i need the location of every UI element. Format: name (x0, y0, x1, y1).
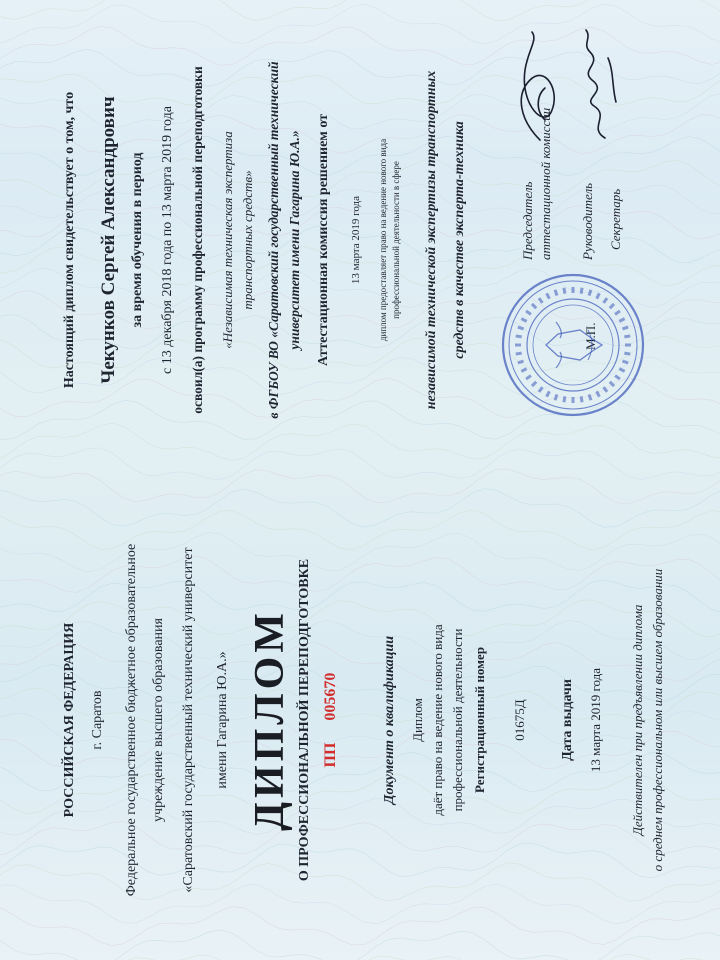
rights-line-1: даёт право на ведение нового вида (430, 624, 445, 816)
city: г. Саратов (90, 690, 105, 750)
handwritten-signatures (490, 20, 640, 150)
intro-statement: Настоящий диплом свидетельствует о том, что (62, 91, 77, 389)
institution-line-2: учреждение высшего образования (151, 618, 166, 822)
chairman-label: Председатель (520, 181, 535, 260)
series-code: ПП (322, 742, 339, 768)
validity-line-2: о среднем профессиональном или высшем образовании (650, 568, 665, 872)
holder-name: Чекунков Сергей Александрович (98, 96, 119, 384)
registration-label: Регистрационный номер (472, 647, 487, 793)
period-label: за время обучения в период (130, 152, 145, 328)
decision-date: 13 марта 2019 года (350, 195, 362, 285)
institution-line-1: Федеральное государственное бюджетное образовательное (124, 543, 139, 897)
institution-line-3: «Саратовский государственный технический университет (181, 547, 196, 893)
validity-line-1: Действителен при предъявлении диплома (630, 604, 645, 836)
seal-place-mark: М.П. (583, 322, 598, 350)
diploma-cover-half (0, 480, 720, 960)
decision-text-line-1: диплом предоставляет право на ведение нового вида (378, 138, 388, 342)
program-name-line-2: транспортных средств» (240, 170, 255, 310)
qualification-heading: Документ о квалификации (382, 635, 397, 805)
official-seal-stamp (498, 270, 648, 420)
head-label: Руководитель (580, 182, 595, 260)
organization-line-1: в ФГБОУ ВО «Саратовский государственный технический (266, 61, 281, 419)
series-number (322, 480, 340, 960)
program-label: освоил(а) программу профессиональной переподготовки (190, 66, 205, 414)
diploma-subtitle: О ПРОФЕССИОНАЛЬНОЙ ПЕРЕПОДГОТОВКЕ (297, 558, 312, 882)
commission-statement: Аттестационная комиссия решением от (316, 113, 331, 367)
rights-line-2: профессиональной деятельности (450, 628, 465, 812)
document-type: Диплом (410, 698, 425, 742)
document-number: 005670 (322, 672, 339, 721)
chairman-label-2: аттестационной комиссии (538, 107, 553, 260)
sphere-line-1: независимой технической экспертизы транспортных (424, 70, 439, 410)
study-period: с 13 декабря 2018 года по 13 марта 2019 года (160, 106, 175, 374)
issue-date: 13 марта 2019 года (588, 667, 603, 773)
country-title: РОССИЙСКАЯ ФЕДЕРАЦИЯ (62, 622, 77, 818)
sphere-line-2: средств в качестве эксперта-техника (452, 121, 467, 359)
program-name-line-1: «Независимая техническая экспертиза (220, 131, 235, 349)
diploma-title: ДИПЛОМ (247, 609, 293, 831)
organization-line-2: университет имени Гагарина Ю.А.» (287, 130, 302, 350)
secretary-label: Секретарь (608, 188, 623, 250)
institution-line-4: имени Гагарина Ю.А.» (215, 651, 230, 789)
registration-number: 01675Д (512, 699, 527, 741)
decision-text-line-2: профессиональной деятельности в сфере (391, 161, 401, 319)
issue-date-label: Дата выдачи (560, 679, 575, 761)
